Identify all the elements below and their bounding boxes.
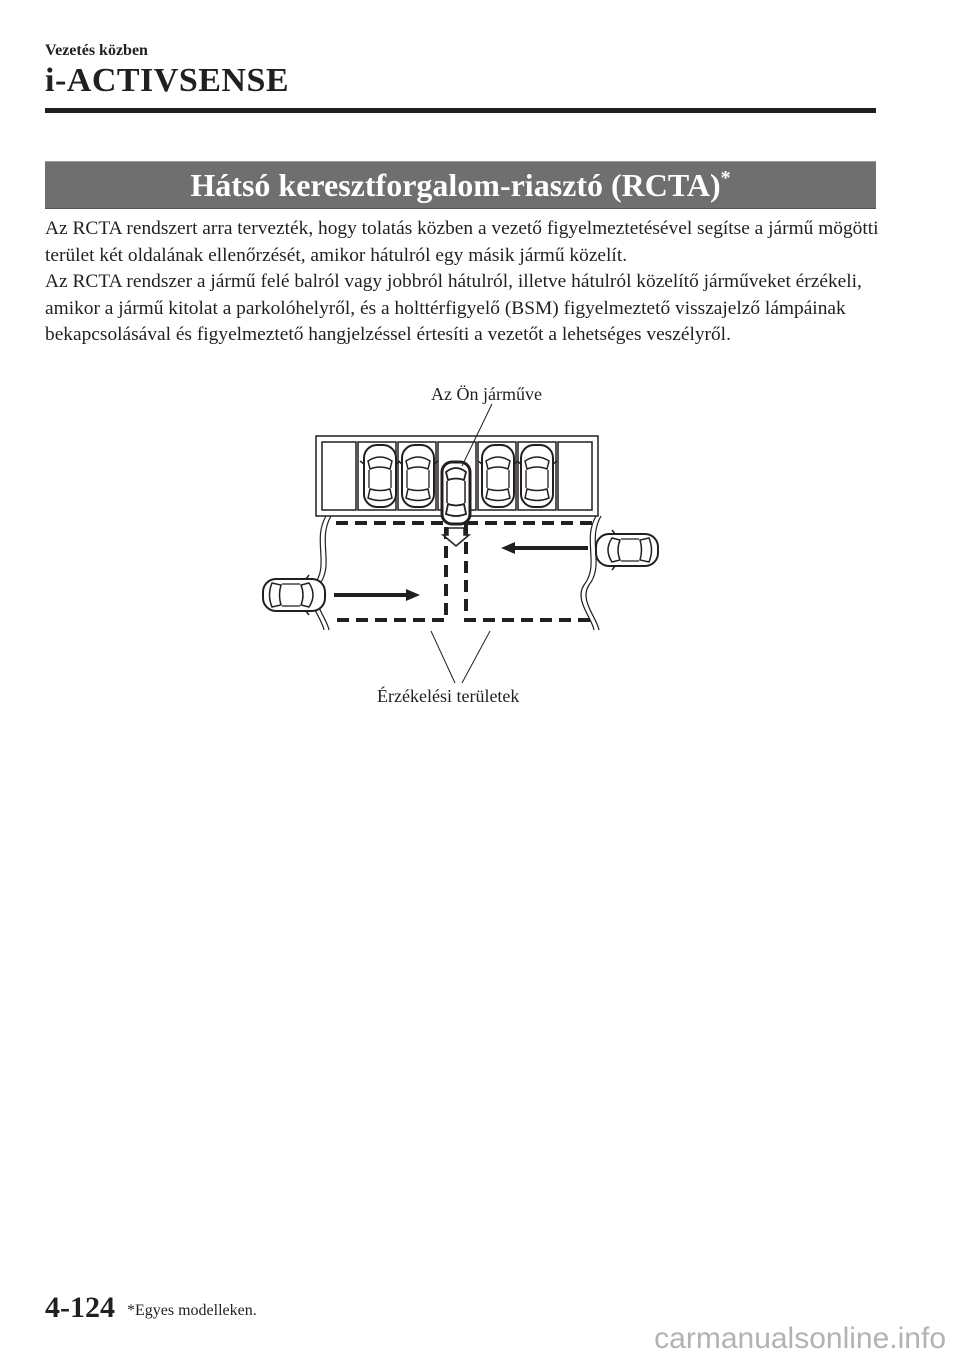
- section-title-marker: *: [720, 167, 731, 189]
- approaching-car-left: [263, 575, 325, 615]
- parked-car-4: [517, 445, 557, 507]
- road-edge-right: [581, 516, 596, 630]
- parking-diagram: [250, 380, 680, 690]
- footnote: *Egyes modelleken.: [127, 1302, 257, 1319]
- chapter-title: i-ACTIVSENSE: [45, 62, 290, 99]
- parked-car-1: [360, 445, 400, 507]
- parked-car-2: [398, 445, 438, 507]
- page-number: 4-124: [45, 1291, 115, 1324]
- header-rule: [45, 108, 876, 113]
- section-banner: [45, 161, 876, 209]
- leader-line-area-left: [431, 631, 455, 683]
- paragraph-2: Az RCTA rendszer a jármű felé balról vagy jobbról hátulról, illetve hátulról közelítő járműveket érzékeli, amikor a jármű kitolat a parkolóhelyről, és a holttérfigyelő (BSM) figyelmeztető visszajelző lámpáinak bekapcsolásával és figyelmeztető hangjelzéssel értesíti a vezetőt a lehetséges veszélyről.: [45, 271, 862, 346]
- leader-line-area-right: [462, 631, 490, 683]
- rcta-figure: [250, 380, 680, 710]
- parked-car-3: [478, 445, 518, 507]
- own-vehicle: [442, 462, 470, 524]
- paragraph-1: Az RCTA rendszert arra tervezték, hogy tolatás közben a vezető figyelmeztetésével segítse a jármű mögötti terület két oldalának ellenőrzését, amikor hátulról egy másik jármű közelít.: [45, 218, 879, 266]
- body-text: [45, 216, 885, 349]
- section-title: Hátsó keresztforgalom-riasztó (RCTA): [190, 167, 721, 203]
- detection-areas-label: Érzékelési területek: [377, 686, 520, 706]
- watermark: carmanualsonline.info: [654, 1322, 946, 1355]
- chapter-label: Vezetés közben: [45, 42, 148, 59]
- road-edge-left: [311, 516, 326, 630]
- your-vehicle-label: Az Ön járműve: [431, 384, 542, 404]
- approaching-car-right: [596, 530, 658, 570]
